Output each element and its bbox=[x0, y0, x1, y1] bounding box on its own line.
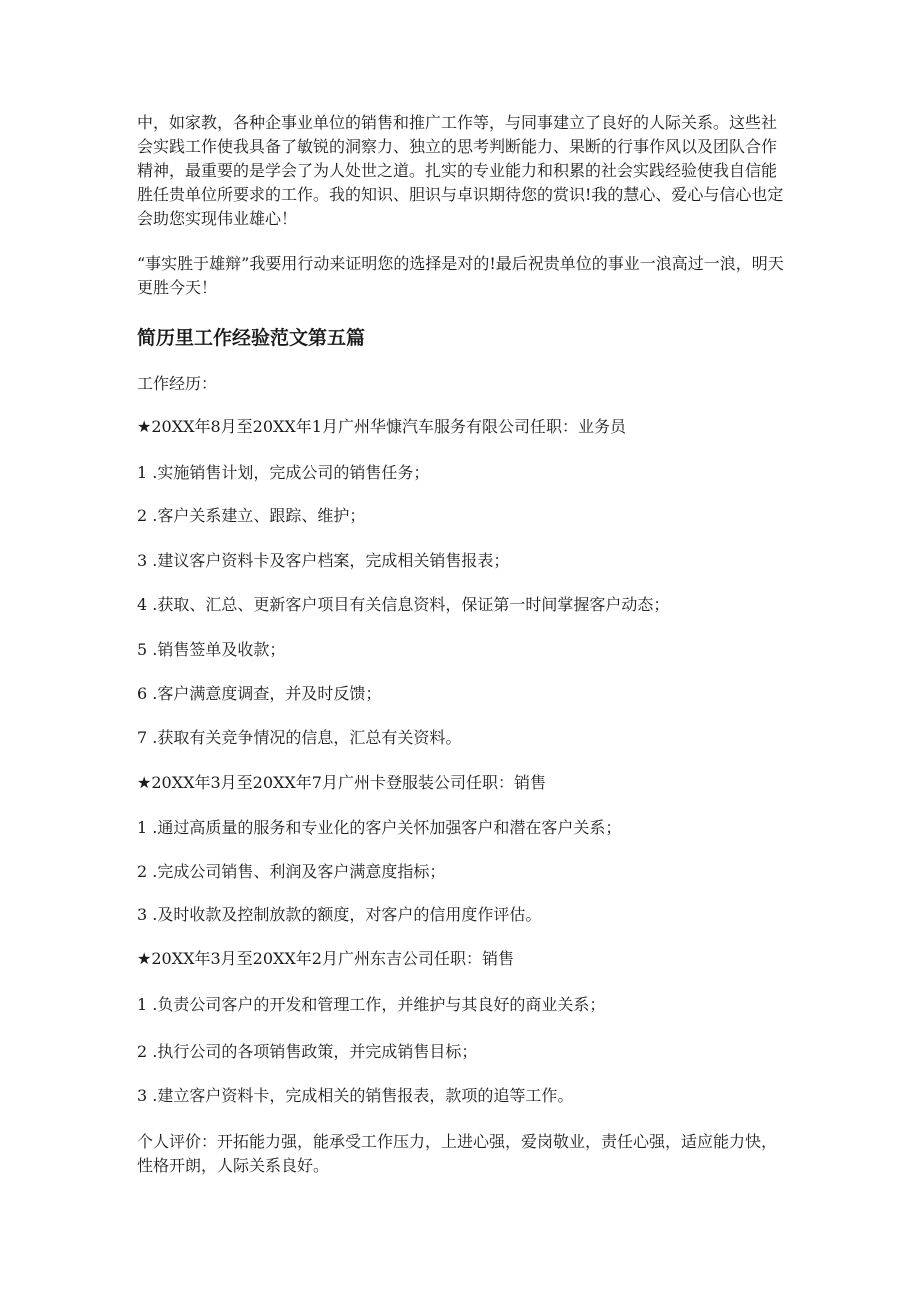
list-item: 2 .执行公司的各项销售政策，并完成销售目标； bbox=[137, 1042, 478, 1061]
list-item: 3 .建立客户资料卡，完成相关的销售报表，款项的追等工作。 bbox=[137, 1086, 574, 1105]
job-header: ★20XX年3月至20XX年7月广州卡登服装公司任职：销售 bbox=[137, 773, 546, 792]
section-title: 简历里工作经验范文第五篇 bbox=[137, 327, 366, 349]
list-item: 1 .负责公司客户的开发和管理工作，并维护与其良好的商业关系； bbox=[137, 995, 606, 1014]
closing-paragraph: “事实胜于雄辩”我要用行动来证明您的选择是对的!最后祝贵单位的事业一浪高过一浪，明天更胜今天！ bbox=[137, 254, 784, 297]
list-item: 7 .获取有关竞争情况的信息，汇总有关资料。 bbox=[137, 728, 462, 747]
list-item: 2 .完成公司销售、利润及客户满意度指标； bbox=[137, 862, 446, 881]
work-experience-label: 工作经历： bbox=[137, 374, 218, 393]
list-item: 1 .实施销售计划，完成公司的销售任务； bbox=[137, 463, 430, 482]
list-item: 6 .客户满意度调查，并及时反馈； bbox=[137, 684, 382, 703]
self-evaluation-paragraph: 个人评价：开拓能力强，能承受工作压力，上进心强，爱岗敬业，责任心强，适应能力快，性格开朗，人际关系良好。 bbox=[137, 1132, 778, 1175]
list-item: 1 .通过高质量的服务和专业化的客户关怀加强客户和潜在客户关系； bbox=[137, 818, 622, 837]
list-item: 3 .及时收款及控制放款的额度，对客户的信用度作评估。 bbox=[137, 905, 542, 924]
list-item: 4 .获取、汇总、更新客户项目有关信息资料，保证第一时间掌握客户动态； bbox=[137, 595, 670, 614]
list-item: 5 .销售签单及收款； bbox=[137, 640, 286, 659]
job-header: ★20XX年8月至20XX年1月广州华慷汽车服务有限公司任职：业务员 bbox=[137, 417, 626, 436]
list-item: 2 .客户关系建立、跟踪、维护； bbox=[137, 506, 366, 525]
job-header: ★20XX年3月至20XX年2月广州东吉公司任职：销售 bbox=[137, 949, 514, 968]
intro-paragraph: 中，如家教，各种企事业单位的销售和推广工作等，与同事建立了良好的人际关系。这些社会实践工作使我具备了敏锐的洞察力、独立的思考判断能力、果断的行事作风以及团队合作精神，最重要的是学会了为人处世之道。扎实的专业能力和积累的社会实践经验使我自信能胜任贵单位所要求的工作。我的知识、胆识与卓识期待您的赏识!我的慧心、爱心与信心也定会助您实现伟业雄心！ bbox=[137, 113, 784, 228]
list-item: 3 .建议客户资料卡及客户档案，完成相关销售报表； bbox=[137, 551, 510, 570]
